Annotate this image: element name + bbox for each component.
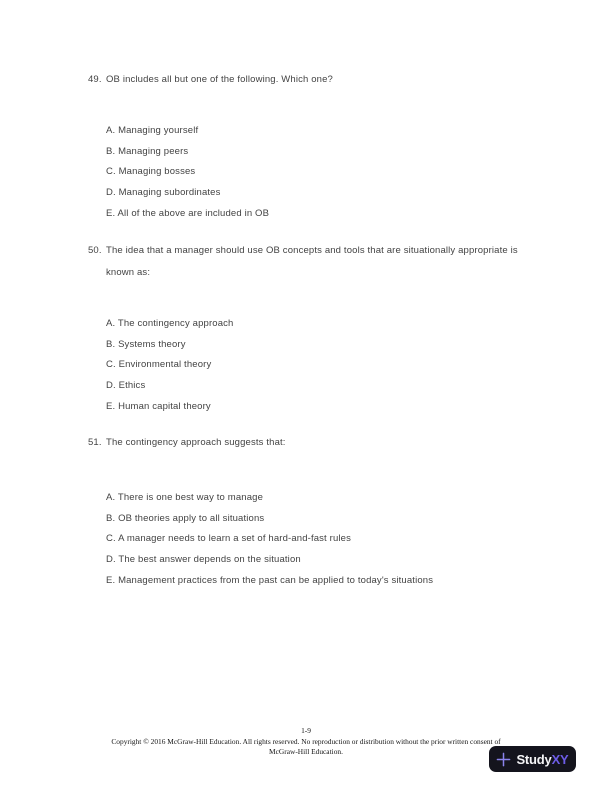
answer-option: C. Managing bosses [106,166,196,178]
question-number: 51. [88,437,102,448]
answer-option: C. Environmental theory [106,359,212,371]
answer-option: B. Managing peers [106,145,189,157]
options-list-49 [106,121,269,225]
answer-option: B. OB theories apply to all situations [106,512,265,524]
page-number: 1-9 [301,726,311,735]
answer-option: A. The contingency approach [106,318,234,329]
question-text: The contingency approach suggests that: [106,437,286,448]
question-number: 49. [88,74,102,85]
brand-name-accent: XY [551,751,569,767]
question-number: 50. [88,245,102,256]
plus-icon [496,752,511,767]
answer-option: B. Systems theory [106,338,186,350]
answer-option: E. Management practices from the past can be applied to today's situations [106,574,434,586]
question-text: OB includes all but one of the following. Which one? [106,74,333,85]
answer-option: D. Managing subordinates [106,187,221,199]
options-list-51 [106,488,433,592]
brand-name-primary: Study [516,751,552,767]
question-text: The idea that a manager should use OB concepts and tools that are situationally appropriate is known as: [106,245,518,278]
options-list-50 [106,314,233,418]
answer-option: D. Ethics [106,380,146,392]
question-49 [88,69,540,91]
answer-option: E. All of the above are included in OB [106,207,270,219]
studyxy-logo [489,746,576,772]
copyright-line: Copyright © 2016 McGraw-Hill Education. All rights reserved. No reproduction or distribution without the prior written consent of [111,736,501,746]
brand-name [516,752,568,767]
answer-option: D. The best answer depends on the situation [106,554,301,566]
answer-option: C. A manager needs to learn a set of hard-and-fast rules [106,533,351,545]
answer-option: A. There is one best way to manage [106,492,264,503]
question-51 [88,432,540,454]
question-50 [88,240,540,283]
copyright-line: McGraw-Hill Education. [269,747,343,757]
answer-option: A. Managing yourself [106,125,199,136]
answer-option: E. Human capital theory [106,400,211,412]
